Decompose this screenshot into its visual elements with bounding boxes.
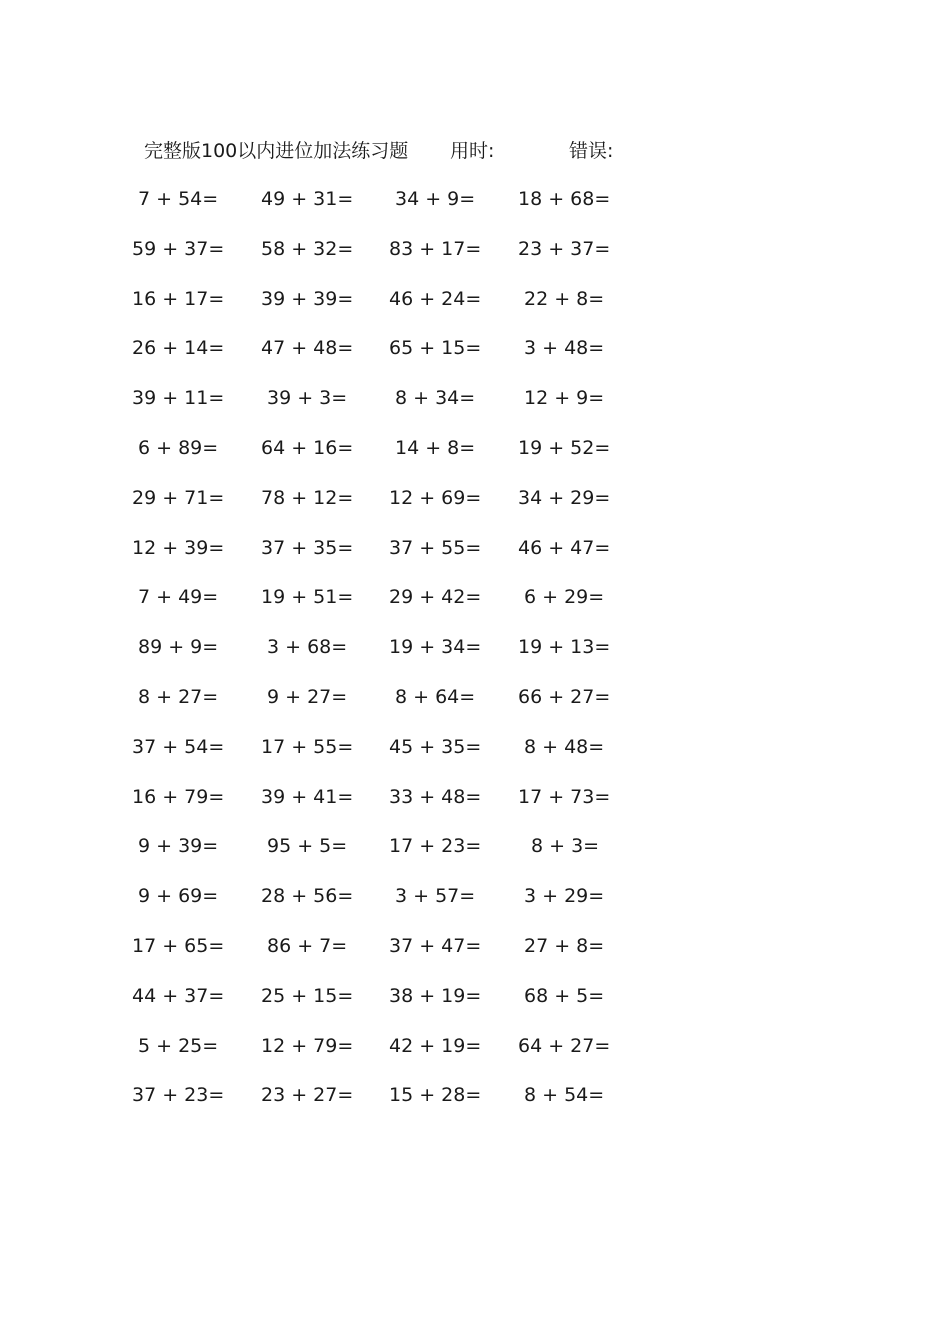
math-problem: 17 + 23= bbox=[389, 835, 482, 857]
math-problem: 18 + 68= bbox=[518, 188, 611, 210]
math-problem: 64 + 27= bbox=[518, 1035, 611, 1057]
math-problem: 34 + 9= bbox=[395, 188, 476, 210]
math-problem: 42 + 19= bbox=[389, 1035, 482, 1057]
math-problem: 34 + 29= bbox=[518, 487, 611, 509]
math-problem: 39 + 11= bbox=[132, 387, 225, 409]
math-problem: 58 + 32= bbox=[261, 238, 354, 260]
math-problem: 49 + 31= bbox=[261, 188, 354, 210]
math-problem: 12 + 69= bbox=[389, 487, 482, 509]
math-problem: 37 + 47= bbox=[389, 935, 482, 957]
math-problem: 46 + 47= bbox=[518, 537, 611, 559]
math-problem: 15 + 28= bbox=[389, 1084, 482, 1106]
math-problem: 23 + 37= bbox=[518, 238, 611, 260]
math-problem: 37 + 23= bbox=[132, 1084, 225, 1106]
math-problem: 39 + 39= bbox=[261, 288, 354, 310]
errors-label: 错误: bbox=[569, 140, 614, 162]
math-problem: 37 + 54= bbox=[132, 736, 225, 758]
math-problem: 6 + 89= bbox=[138, 437, 219, 459]
math-problem: 7 + 54= bbox=[138, 188, 219, 210]
math-problem: 3 + 29= bbox=[524, 885, 605, 907]
math-problem: 9 + 27= bbox=[267, 686, 348, 708]
math-problem: 45 + 35= bbox=[389, 736, 482, 758]
math-problem: 33 + 48= bbox=[389, 786, 482, 808]
math-problem: 8 + 54= bbox=[524, 1084, 605, 1106]
math-problem: 25 + 15= bbox=[261, 985, 354, 1007]
math-problem: 22 + 8= bbox=[524, 288, 605, 310]
math-problem: 83 + 17= bbox=[389, 238, 482, 260]
math-problem: 8 + 34= bbox=[395, 387, 476, 409]
math-problem: 64 + 16= bbox=[261, 437, 354, 459]
math-problem: 19 + 13= bbox=[518, 636, 611, 658]
math-problem: 8 + 64= bbox=[395, 686, 476, 708]
math-problem: 29 + 71= bbox=[132, 487, 225, 509]
math-problem: 9 + 69= bbox=[138, 885, 219, 907]
math-problem: 28 + 56= bbox=[261, 885, 354, 907]
math-problem: 29 + 42= bbox=[389, 586, 482, 608]
math-problem: 66 + 27= bbox=[518, 686, 611, 708]
math-problem: 9 + 39= bbox=[138, 835, 219, 857]
math-problem: 37 + 35= bbox=[261, 537, 354, 559]
math-problem: 14 + 8= bbox=[395, 437, 476, 459]
math-problem: 27 + 8= bbox=[524, 935, 605, 957]
math-problem: 68 + 5= bbox=[524, 985, 605, 1007]
math-problem: 23 + 27= bbox=[261, 1084, 354, 1106]
math-problem: 26 + 14= bbox=[132, 337, 225, 359]
worksheet-title: 完整版100以内进位加法练习题 bbox=[144, 140, 409, 162]
math-problem: 37 + 55= bbox=[389, 537, 482, 559]
math-problem: 47 + 48= bbox=[261, 337, 354, 359]
math-problem: 19 + 34= bbox=[389, 636, 482, 658]
math-problem: 16 + 17= bbox=[132, 288, 225, 310]
math-problem: 12 + 9= bbox=[524, 387, 605, 409]
math-problem: 44 + 37= bbox=[132, 985, 225, 1007]
math-problem: 89 + 9= bbox=[138, 636, 219, 658]
math-problem: 39 + 41= bbox=[261, 786, 354, 808]
math-problem: 65 + 15= bbox=[389, 337, 482, 359]
math-problem: 19 + 52= bbox=[518, 437, 611, 459]
time-label: 用时: bbox=[450, 140, 495, 162]
math-problem: 78 + 12= bbox=[261, 487, 354, 509]
math-problem: 19 + 51= bbox=[261, 586, 354, 608]
math-problem: 6 + 29= bbox=[524, 586, 605, 608]
math-problem: 59 + 37= bbox=[132, 238, 225, 260]
math-problem: 3 + 57= bbox=[395, 885, 476, 907]
math-problem: 95 + 5= bbox=[267, 835, 348, 857]
math-problem: 3 + 68= bbox=[267, 636, 348, 658]
math-problem: 17 + 55= bbox=[261, 736, 354, 758]
math-problem: 86 + 7= bbox=[267, 935, 348, 957]
math-problem: 38 + 19= bbox=[389, 985, 482, 1007]
math-problem: 3 + 48= bbox=[524, 337, 605, 359]
math-problem: 12 + 39= bbox=[132, 537, 225, 559]
math-problem: 17 + 73= bbox=[518, 786, 611, 808]
math-problem: 8 + 27= bbox=[138, 686, 219, 708]
math-problem: 17 + 65= bbox=[132, 935, 225, 957]
math-problem: 8 + 48= bbox=[524, 736, 605, 758]
math-problem: 39 + 3= bbox=[267, 387, 348, 409]
math-problem: 12 + 79= bbox=[261, 1035, 354, 1057]
math-problem: 7 + 49= bbox=[138, 586, 219, 608]
math-problem: 8 + 3= bbox=[531, 835, 600, 857]
math-problem: 5 + 25= bbox=[138, 1035, 219, 1057]
math-problem: 46 + 24= bbox=[389, 288, 482, 310]
math-problem: 16 + 79= bbox=[132, 786, 225, 808]
